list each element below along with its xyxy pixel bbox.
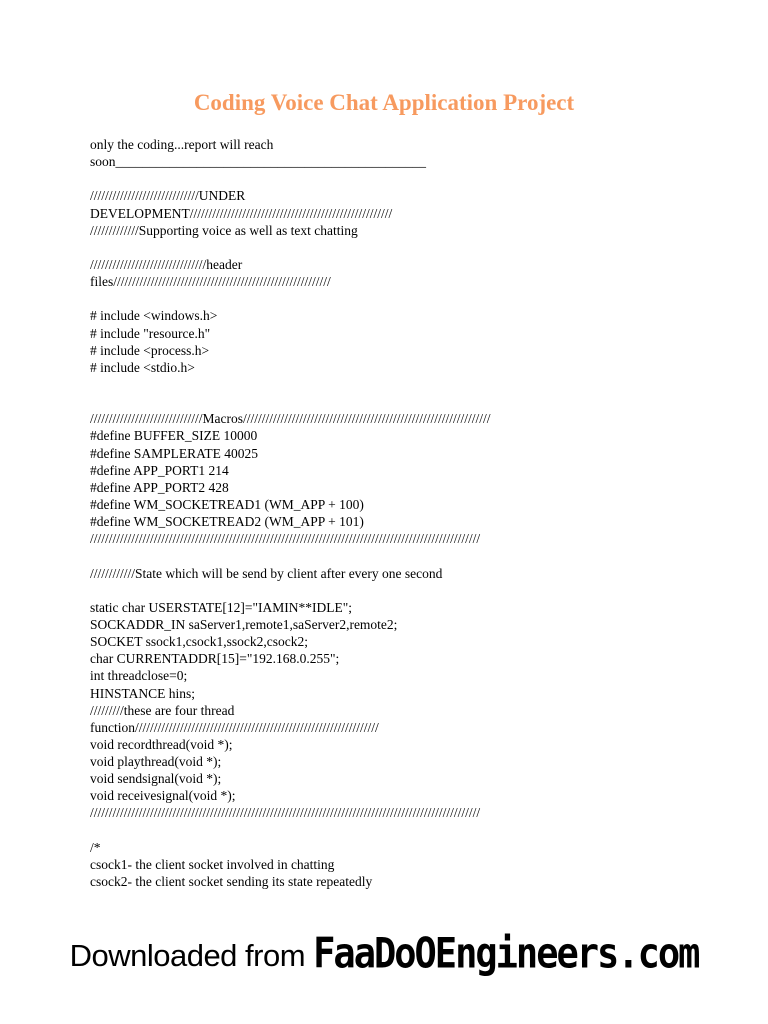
text-line: #define SAMPLERATE 40025 [90,445,258,461]
text-line: //////////////////////////////////////////////////////////////////////////////////////////////////////// [90,805,481,821]
download-source-prefix: Downloaded from [69,938,314,973]
text-line: static char USERSTATE[12]="IAMIN**IDLE"; [90,599,353,615]
text-line: ////////////State which will be send by client after every one second [90,565,443,581]
text-line: void recordthread(void *); [90,736,233,752]
text-line [90,170,690,187]
text-line: SOCKET ssock1,csock1,ssock2,csock2; [90,634,308,650]
text-line: #define APP_PORT2 428 [90,479,229,495]
text-line: /////////these are four thread [90,702,235,718]
text-line: #define BUFFER_SIZE 10000 [90,428,258,444]
text-line: SOCKADDR_IN saServer1,remote1,saServer2,remote2; [90,616,398,632]
text-line [90,239,690,256]
text-line: //////////////////////////////Macros////////////////////////////////////////////////////////////////// [90,411,491,427]
text-line [90,822,690,839]
text-line: #define APP_PORT1 214 [90,462,229,478]
site-brand-logo: FaaDoOEngineers.com [313,929,699,978]
text-line: int threadclose=0; [90,668,188,684]
document-body [90,136,690,890]
text-line: #define WM_SOCKETREAD1 (WM_APP + 100) [90,496,364,512]
text-line: files////////////////////////////////////////////////////////// [90,274,331,290]
text-line: void sendsignal(void *); [90,771,222,787]
text-line [90,376,690,393]
download-source-banner [0,929,768,992]
text-line: void playthread(void *); [90,754,222,770]
document-title: Coding Voice Chat Application Project [193,90,575,115]
text-line: /////////////Supporting voice as well as text chatting [90,222,358,238]
text-line: /////////////////////////////UNDER [90,188,246,204]
text-line: DEVELOPMENT////////////////////////////////////////////////////// [90,205,393,221]
text-line: soon______________________________________________ [90,154,427,170]
text-line: # include <windows.h> [90,308,218,324]
text-line: HINSTANCE hins; [90,685,196,701]
text-line: char CURRENTADDR[15]="192.168.0.255"; [90,651,340,667]
text-line: #define WM_SOCKETREAD2 (WM_APP + 101) [90,514,364,530]
text-line [90,547,690,564]
text-line [90,582,690,599]
text-line [90,393,690,410]
text-line: only the coding...report will reach [90,137,274,152]
text-line: ///////////////////////////////header [90,256,243,272]
text-line: # include "resource.h" [90,325,211,341]
text-line: //////////////////////////////////////////////////////////////////////////////////////////////////////// [90,531,481,547]
text-line: function///////////////////////////////////////////////////////////////// [90,719,379,735]
text-line: csock2- the client socket sending its state repeatedly [90,874,373,890]
text-line [90,290,690,307]
text-line: # include <process.h> [90,342,210,358]
text-line: # include <stdio.h> [90,359,195,375]
text-line: /* [90,839,101,855]
text-line: csock1- the client socket involved in chatting [90,856,335,872]
text-line: void receivesignal(void *); [90,788,236,804]
